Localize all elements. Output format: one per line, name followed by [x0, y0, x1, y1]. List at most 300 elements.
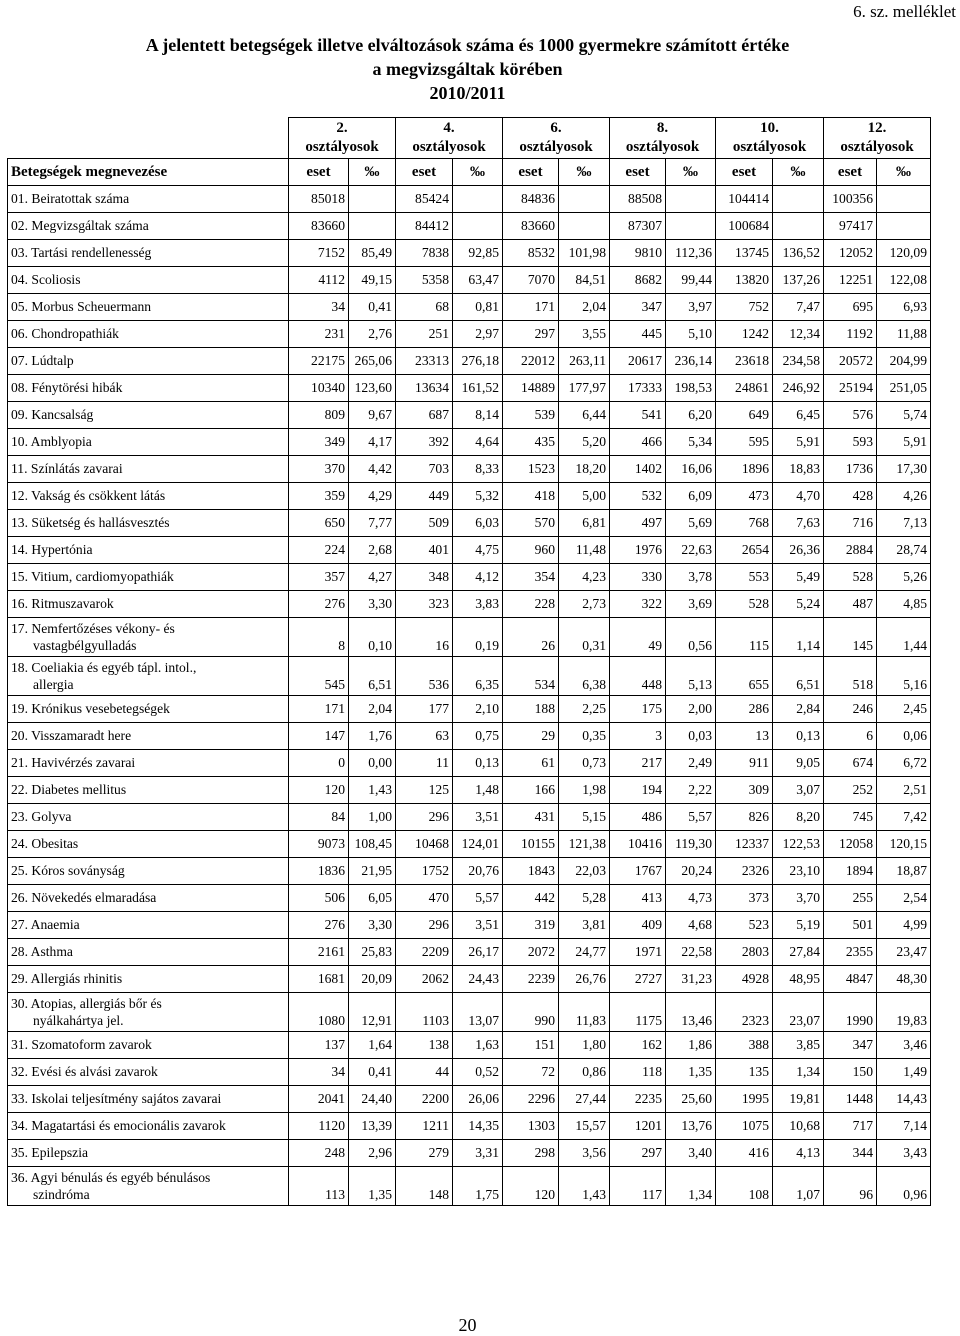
- permille-value: 11,88: [877, 321, 931, 348]
- disease-name: 17. Nemfertőzéses vékony- és vastagbélgyulladás: [8, 618, 289, 657]
- permille-value: 7,14: [877, 1113, 931, 1140]
- permille-value: 4,64: [453, 429, 503, 456]
- case-count: 117: [610, 1167, 666, 1206]
- table-row: [8, 537, 931, 564]
- case-count: 171: [503, 294, 559, 321]
- table-row: [8, 1059, 931, 1086]
- disease-name: 29. Allergiás rhinitis: [8, 966, 289, 993]
- permille-value: [666, 186, 716, 213]
- case-count: 1075: [716, 1113, 773, 1140]
- permille-value: 2,49: [666, 750, 716, 777]
- header-case: eset: [824, 159, 877, 186]
- case-count: 1736: [824, 456, 877, 483]
- case-count: 224: [289, 537, 349, 564]
- case-count: 1402: [610, 456, 666, 483]
- case-count: 83660: [503, 213, 559, 240]
- permille-value: 6,81: [559, 510, 610, 537]
- permille-value: 9,67: [349, 402, 396, 429]
- case-count: 8682: [610, 267, 666, 294]
- case-count: 442: [503, 885, 559, 912]
- permille-value: 2,84: [773, 696, 824, 723]
- case-count: 297: [610, 1140, 666, 1167]
- case-count: 2239: [503, 966, 559, 993]
- permille-value: 7,77: [349, 510, 396, 537]
- case-count: 1303: [503, 1113, 559, 1140]
- permille-value: 7,47: [773, 294, 824, 321]
- permille-value: [349, 186, 396, 213]
- header-permille: ‰: [877, 159, 931, 186]
- permille-value: 3,30: [349, 591, 396, 618]
- case-count: 8532: [503, 240, 559, 267]
- disease-name: 21. Havivérzés zavarai: [8, 750, 289, 777]
- case-count: 1681: [289, 966, 349, 993]
- case-count: 409: [610, 912, 666, 939]
- table-row: [8, 510, 931, 537]
- case-count: 523: [716, 912, 773, 939]
- case-count: 309: [716, 777, 773, 804]
- case-count: 5358: [396, 267, 453, 294]
- permille-value: 5,49: [773, 564, 824, 591]
- permille-value: 0,41: [349, 294, 396, 321]
- case-count: 354: [503, 564, 559, 591]
- disease-name: 12. Vakság és csökkent látás: [8, 483, 289, 510]
- case-count: 9073: [289, 831, 349, 858]
- permille-value: 22,58: [666, 939, 716, 966]
- permille-value: 1,98: [559, 777, 610, 804]
- case-count: 344: [824, 1140, 877, 1167]
- permille-value: 7,13: [877, 510, 931, 537]
- case-count: 1843: [503, 858, 559, 885]
- case-count: 276: [289, 912, 349, 939]
- case-count: 2041: [289, 1086, 349, 1113]
- disease-name: 25. Kóros soványság: [8, 858, 289, 885]
- permille-value: 2,45: [877, 696, 931, 723]
- permille-value: 20,09: [349, 966, 396, 993]
- table-row: [8, 294, 931, 321]
- disease-name: 05. Morbus Scheuermann: [8, 294, 289, 321]
- permille-value: 0,06: [877, 723, 931, 750]
- case-count: 448: [610, 657, 666, 696]
- table-row: [8, 240, 931, 267]
- case-count: 1175: [610, 993, 666, 1032]
- table-row: [8, 402, 931, 429]
- permille-value: 0,52: [453, 1059, 503, 1086]
- case-count: 809: [289, 402, 349, 429]
- disease-name: 33. Iskolai teljesítmény sajátos zavarai: [8, 1086, 289, 1113]
- case-count: 85018: [289, 186, 349, 213]
- table-row: [8, 966, 931, 993]
- permille-value: 7,42: [877, 804, 931, 831]
- case-count: 655: [716, 657, 773, 696]
- case-count: 11: [396, 750, 453, 777]
- permille-value: 22,63: [666, 537, 716, 564]
- case-count: 1894: [824, 858, 877, 885]
- case-count: 1836: [289, 858, 349, 885]
- table-row: [8, 657, 931, 696]
- table-row: [8, 1032, 931, 1059]
- case-count: 2654: [716, 537, 773, 564]
- case-count: 34: [289, 1059, 349, 1086]
- permille-value: 1,76: [349, 723, 396, 750]
- permille-value: 12,91: [349, 993, 396, 1032]
- header-disease-name: Betegségek megnevezése: [8, 159, 289, 186]
- case-count: 518: [824, 657, 877, 696]
- case-count: 528: [824, 564, 877, 591]
- case-count: 22175: [289, 348, 349, 375]
- permille-value: 1,63: [453, 1032, 503, 1059]
- permille-value: 119,30: [666, 831, 716, 858]
- disease-name: 35. Epilepszia: [8, 1140, 289, 1167]
- permille-value: 5,74: [877, 402, 931, 429]
- disease-name: 11. Színlátás zavarai: [8, 456, 289, 483]
- case-count: 286: [716, 696, 773, 723]
- permille-value: 3,31: [453, 1140, 503, 1167]
- permille-value: 1,43: [559, 1167, 610, 1206]
- case-count: 26: [503, 618, 559, 657]
- permille-value: 5,15: [559, 804, 610, 831]
- disease-table: [7, 117, 931, 1206]
- case-count: 990: [503, 993, 559, 1032]
- case-count: 13745: [716, 240, 773, 267]
- case-count: 279: [396, 1140, 453, 1167]
- case-count: 553: [716, 564, 773, 591]
- case-count: 162: [610, 1032, 666, 1059]
- permille-value: [773, 213, 824, 240]
- permille-value: 5,32: [453, 483, 503, 510]
- permille-value: 5,34: [666, 429, 716, 456]
- header-permille: ‰: [666, 159, 716, 186]
- case-count: 649: [716, 402, 773, 429]
- table-row: [8, 993, 931, 1032]
- case-count: 113: [289, 1167, 349, 1206]
- case-count: 2727: [610, 966, 666, 993]
- grade-header-12: 12. osztályosok: [824, 118, 931, 159]
- case-count: 252: [824, 777, 877, 804]
- permille-value: 3,51: [453, 912, 503, 939]
- permille-value: 19,81: [773, 1086, 824, 1113]
- case-count: 177: [396, 696, 453, 723]
- case-count: 322: [610, 591, 666, 618]
- case-count: 1995: [716, 1086, 773, 1113]
- table-row: [8, 939, 931, 966]
- permille-value: 26,36: [773, 537, 824, 564]
- table-row: [8, 1167, 931, 1206]
- case-count: 49: [610, 618, 666, 657]
- case-count: 695: [824, 294, 877, 321]
- permille-value: 1,34: [666, 1167, 716, 1206]
- permille-value: 3,69: [666, 591, 716, 618]
- case-count: 9810: [610, 240, 666, 267]
- permille-value: 8,33: [453, 456, 503, 483]
- case-count: 506: [289, 885, 349, 912]
- case-count: 466: [610, 429, 666, 456]
- permille-value: 19,83: [877, 993, 931, 1032]
- case-count: 255: [824, 885, 877, 912]
- case-count: 44: [396, 1059, 453, 1086]
- case-count: 347: [824, 1032, 877, 1059]
- case-count: 22012: [503, 348, 559, 375]
- case-count: 541: [610, 402, 666, 429]
- disease-name: 34. Magatartási és emocionális zavarok: [8, 1113, 289, 1140]
- case-count: 13: [716, 723, 773, 750]
- case-count: 84: [289, 804, 349, 831]
- permille-value: 24,43: [453, 966, 503, 993]
- case-count: 34: [289, 294, 349, 321]
- case-count: 4928: [716, 966, 773, 993]
- permille-value: 5,57: [666, 804, 716, 831]
- table-row: [8, 591, 931, 618]
- permille-value: 3,51: [453, 804, 503, 831]
- disease-name: 23. Golyva: [8, 804, 289, 831]
- permille-value: 1,14: [773, 618, 824, 657]
- permille-value: 2,00: [666, 696, 716, 723]
- case-count: 1080: [289, 993, 349, 1032]
- case-count: 413: [610, 885, 666, 912]
- case-count: 1990: [824, 993, 877, 1032]
- disease-name: 06. Chondropathiák: [8, 321, 289, 348]
- permille-value: 9,05: [773, 750, 824, 777]
- case-count: 84412: [396, 213, 453, 240]
- case-count: 416: [716, 1140, 773, 1167]
- case-count: 703: [396, 456, 453, 483]
- permille-value: 122,08: [877, 267, 931, 294]
- title-line-1: A jelentett betegségek illetve elváltozások száma és 1000 gyermekre számított értéke: [145, 35, 790, 55]
- permille-value: 2,04: [349, 696, 396, 723]
- case-count: 2884: [824, 537, 877, 564]
- case-count: 115: [716, 618, 773, 657]
- permille-value: 13,39: [349, 1113, 396, 1140]
- case-count: 12251: [824, 267, 877, 294]
- header-corner: [8, 118, 289, 159]
- permille-value: 2,22: [666, 777, 716, 804]
- permille-value: 0,10: [349, 618, 396, 657]
- permille-value: 2,54: [877, 885, 931, 912]
- permille-value: 4,27: [349, 564, 396, 591]
- case-count: 16: [396, 618, 453, 657]
- case-count: 137: [289, 1032, 349, 1059]
- permille-value: 13,07: [453, 993, 503, 1032]
- permille-value: 251,05: [877, 375, 931, 402]
- case-count: 401: [396, 537, 453, 564]
- case-count: 150: [824, 1059, 877, 1086]
- disease-name: 26. Növekedés elmaradása: [8, 885, 289, 912]
- permille-value: 5,91: [877, 429, 931, 456]
- case-count: 431: [503, 804, 559, 831]
- case-count: 251: [396, 321, 453, 348]
- permille-value: 13,76: [666, 1113, 716, 1140]
- permille-value: 120,09: [877, 240, 931, 267]
- case-count: 2296: [503, 1086, 559, 1113]
- permille-value: 0,81: [453, 294, 503, 321]
- case-count: 7152: [289, 240, 349, 267]
- permille-value: 0,00: [349, 750, 396, 777]
- table-row: [8, 885, 931, 912]
- table-row: [8, 777, 931, 804]
- case-count: 2200: [396, 1086, 453, 1113]
- case-count: 8: [289, 618, 349, 657]
- annex-label: 6. sz. melléklet: [853, 2, 956, 21]
- grade-header-2: 2. osztályosok: [289, 118, 396, 159]
- case-count: 246: [824, 696, 877, 723]
- case-count: 1971: [610, 939, 666, 966]
- permille-value: 3,07: [773, 777, 824, 804]
- permille-value: 204,99: [877, 348, 931, 375]
- permille-value: 5,91: [773, 429, 824, 456]
- case-count: 435: [503, 429, 559, 456]
- case-count: 20572: [824, 348, 877, 375]
- permille-value: 18,20: [559, 456, 610, 483]
- permille-value: 5,13: [666, 657, 716, 696]
- permille-value: 11,48: [559, 537, 610, 564]
- permille-value: 84,51: [559, 267, 610, 294]
- permille-value: 123,60: [349, 375, 396, 402]
- permille-value: 276,18: [453, 348, 503, 375]
- disease-name: 18. Coeliakia és egyéb tápl. intol., allergia: [8, 657, 289, 696]
- case-count: 595: [716, 429, 773, 456]
- table-row: [8, 696, 931, 723]
- permille-value: 14,43: [877, 1086, 931, 1113]
- permille-value: 3,43: [877, 1140, 931, 1167]
- permille-value: 161,52: [453, 375, 503, 402]
- case-count: 85424: [396, 186, 453, 213]
- case-count: 248: [289, 1140, 349, 1167]
- disease-name: 09. Kancsalság: [8, 402, 289, 429]
- case-count: 1120: [289, 1113, 349, 1140]
- case-count: 593: [824, 429, 877, 456]
- case-count: 576: [824, 402, 877, 429]
- permille-value: 4,17: [349, 429, 396, 456]
- disease-name: 03. Tartási rendellenesség: [8, 240, 289, 267]
- permille-value: [349, 213, 396, 240]
- case-count: 145: [824, 618, 877, 657]
- case-count: 120: [289, 777, 349, 804]
- permille-value: 3,56: [559, 1140, 610, 1167]
- case-count: 1767: [610, 858, 666, 885]
- case-count: 716: [824, 510, 877, 537]
- document-title: [0, 33, 935, 105]
- case-count: 166: [503, 777, 559, 804]
- case-count: 349: [289, 429, 349, 456]
- disease-name: 02. Megvizsgáltak száma: [8, 213, 289, 240]
- permille-value: 28,74: [877, 537, 931, 564]
- case-count: 323: [396, 591, 453, 618]
- case-count: 25194: [824, 375, 877, 402]
- permille-value: 0,13: [453, 750, 503, 777]
- case-count: 687: [396, 402, 453, 429]
- disease-name: 19. Krónikus vesebetegségek: [8, 696, 289, 723]
- permille-value: 2,96: [349, 1140, 396, 1167]
- permille-value: 20,76: [453, 858, 503, 885]
- case-count: 1896: [716, 456, 773, 483]
- permille-value: 26,06: [453, 1086, 503, 1113]
- case-count: 768: [716, 510, 773, 537]
- permille-value: 1,86: [666, 1032, 716, 1059]
- disease-name: 07. Lúdtalp: [8, 348, 289, 375]
- permille-value: 18,83: [773, 456, 824, 483]
- permille-value: 24,77: [559, 939, 610, 966]
- case-count: 100356: [824, 186, 877, 213]
- permille-value: 3,83: [453, 591, 503, 618]
- disease-name: 15. Vitium, cardiomyopathiák: [8, 564, 289, 591]
- case-count: 445: [610, 321, 666, 348]
- permille-value: 5,57: [453, 885, 503, 912]
- case-count: 826: [716, 804, 773, 831]
- permille-value: 11,83: [559, 993, 610, 1032]
- table-row: [8, 723, 931, 750]
- permille-value: 1,35: [349, 1167, 396, 1206]
- case-count: 135: [716, 1059, 773, 1086]
- permille-value: 2,51: [877, 777, 931, 804]
- case-count: 297: [503, 321, 559, 348]
- permille-value: 1,35: [666, 1059, 716, 1086]
- permille-value: 1,48: [453, 777, 503, 804]
- table-row: [8, 1086, 931, 1113]
- case-count: 138: [396, 1032, 453, 1059]
- permille-value: 137,26: [773, 267, 824, 294]
- table-row: [8, 912, 931, 939]
- permille-value: 7,63: [773, 510, 824, 537]
- permille-value: 8,20: [773, 804, 824, 831]
- header-permille: ‰: [773, 159, 824, 186]
- permille-value: 1,07: [773, 1167, 824, 1206]
- permille-value: 1,34: [773, 1059, 824, 1086]
- header-permille: ‰: [349, 159, 396, 186]
- case-count: 570: [503, 510, 559, 537]
- case-count: 6: [824, 723, 877, 750]
- case-count: 674: [824, 750, 877, 777]
- case-count: 72: [503, 1059, 559, 1086]
- header-case: eset: [503, 159, 559, 186]
- permille-value: 124,01: [453, 831, 503, 858]
- permille-value: 15,57: [559, 1113, 610, 1140]
- case-count: 545: [289, 657, 349, 696]
- permille-value: 112,36: [666, 240, 716, 267]
- case-count: 68: [396, 294, 453, 321]
- case-count: 298: [503, 1140, 559, 1167]
- case-count: 650: [289, 510, 349, 537]
- case-count: 125: [396, 777, 453, 804]
- case-count: 2161: [289, 939, 349, 966]
- permille-value: 25,83: [349, 939, 396, 966]
- case-count: 228: [503, 591, 559, 618]
- header-case: eset: [396, 159, 453, 186]
- case-count: 536: [396, 657, 453, 696]
- permille-value: 27,84: [773, 939, 824, 966]
- table-row: [8, 1140, 931, 1167]
- case-count: 497: [610, 510, 666, 537]
- permille-value: 3,46: [877, 1032, 931, 1059]
- case-count: 108: [716, 1167, 773, 1206]
- case-count: 486: [610, 804, 666, 831]
- case-count: 13634: [396, 375, 453, 402]
- disease-name: 20. Visszamaradt here: [8, 723, 289, 750]
- permille-value: [559, 186, 610, 213]
- case-count: 2062: [396, 966, 453, 993]
- case-count: 319: [503, 912, 559, 939]
- case-count: 10416: [610, 831, 666, 858]
- case-count: 100684: [716, 213, 773, 240]
- permille-value: 85,49: [349, 240, 396, 267]
- permille-value: 6,93: [877, 294, 931, 321]
- case-count: 7838: [396, 240, 453, 267]
- permille-value: 6,20: [666, 402, 716, 429]
- case-count: 911: [716, 750, 773, 777]
- permille-value: 198,53: [666, 375, 716, 402]
- disease-name: 04. Scoliosis: [8, 267, 289, 294]
- case-count: 1201: [610, 1113, 666, 1140]
- disease-name: 08. Fénytörési hibák: [8, 375, 289, 402]
- case-count: 752: [716, 294, 773, 321]
